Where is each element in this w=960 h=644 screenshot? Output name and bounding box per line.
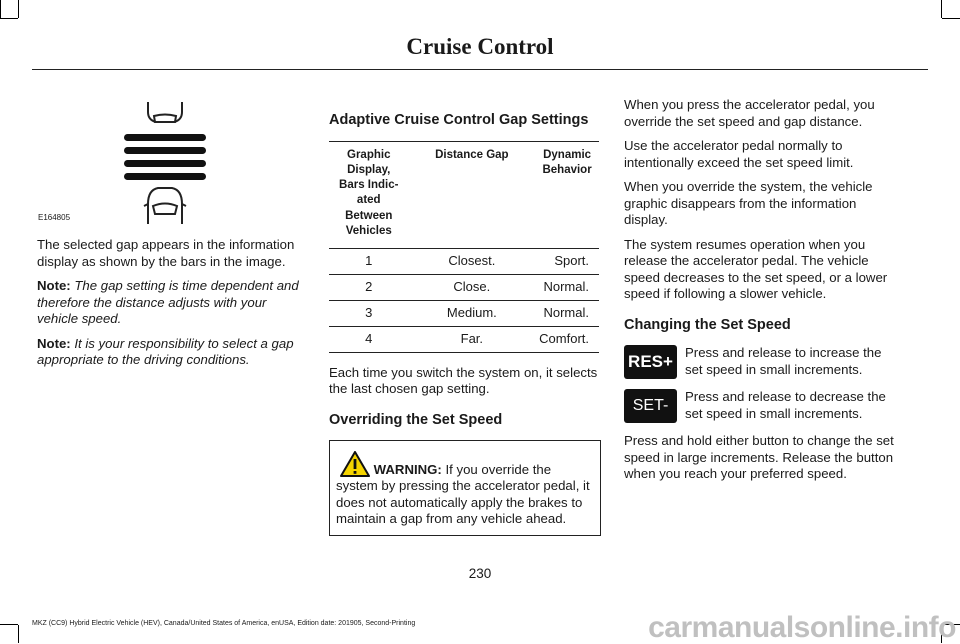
res-plus-description: Press and release to increase the set speed in small increments. [685, 345, 882, 377]
table-cell: Normal. [535, 300, 599, 326]
warning-label: WARNING: [373, 462, 442, 477]
warning-icon [340, 451, 370, 477]
warning-box [329, 440, 601, 536]
table-title: Adaptive Cruise Control Gap Settings [329, 112, 589, 128]
press-hold-paragraph: Press and hold either button to change the set speed in large increments. Release the button when you reach your preferred speed. [624, 433, 894, 481]
table-header-row [329, 141, 599, 248]
table-cell: Sport. [535, 248, 599, 274]
figure-code: E164805 [38, 213, 71, 222]
crop-mark [941, 0, 942, 18]
set-minus-description: Press and release to decrease the set speed in small increments. [685, 389, 886, 421]
last-gap-paragraph: Each time you switch the system on, it selects the last chosen gap setting. [329, 364, 598, 396]
left-column [37, 237, 307, 377]
column-header: Dynamic Behavior [542, 148, 592, 176]
column-header: Graphic Display, Bars Indic-ated Between Vehicles [339, 148, 399, 237]
crop-mark [18, 0, 19, 18]
crop-mark [0, 18, 18, 19]
change-speed-title: Changing the Set Speed [624, 316, 791, 333]
page-number: 230 [468, 566, 492, 581]
right-column [624, 97, 896, 491]
note-text: The gap setting is time dependent and therefore the distance adjusts with your vehicle speed. [37, 278, 299, 326]
note-responsibility [37, 336, 307, 369]
note-time-dependent [37, 278, 307, 328]
own-vehicle-icon [144, 188, 186, 224]
note-label: Note: [37, 278, 71, 293]
gap-bar [124, 160, 206, 167]
table-cell: 1 [329, 248, 409, 274]
gap-bar [124, 173, 206, 180]
set-minus-button-icon: SET- [624, 389, 677, 423]
page-title: Cruise Control [406, 34, 554, 59]
gap-bar [124, 134, 206, 141]
set-minus-row [624, 389, 896, 423]
exceed-paragraph: Use the accelerator pedal normally to intentionally exceed the set speed limit. [624, 138, 854, 170]
gap-settings-table [329, 141, 599, 353]
table-cell: Far. [409, 326, 536, 352]
note-text: It is your responsibility to select a gap appropriate to the driving conditions. [37, 335, 294, 367]
table-cell: Closest. [409, 248, 536, 274]
gap-illustration [120, 100, 210, 228]
note-label: Note: [37, 335, 71, 351]
table-cell: 4 [329, 326, 409, 352]
res-plus-button-icon: RES+ [624, 345, 677, 379]
table-row [329, 300, 599, 326]
gap-bar [124, 147, 206, 154]
table-cell: Medium. [409, 300, 536, 326]
table-row [329, 248, 599, 274]
override-section-title: Overriding the Set Speed [329, 411, 503, 428]
crop-mark [942, 18, 960, 19]
header-divider [32, 69, 928, 70]
gap-display-paragraph: The selected gap appears in the information display as shown by the bars in the image. [37, 237, 295, 269]
table-row [329, 326, 599, 352]
res-plus-row [624, 345, 896, 379]
middle-column [329, 112, 601, 536]
resume-paragraph: The system resumes operation when you release the accelerator pedal. The vehicle speed decreases to the set speed, or a lower speed if following a slower vehicle. [624, 236, 888, 301]
graphic-disappears-paragraph: When you override the system, the vehicle graphic disappears from the information display. [624, 179, 873, 227]
footer-edition: MKZ (CC9) Hybrid Electric Vehicle (HEV), Canada/United States of America, enUSA, Edition date: 201905, Second-Printing [32, 620, 416, 627]
table-cell: 2 [329, 274, 409, 300]
override-paragraph: When you press the accelerator pedal, you override the set speed and gap distance. [624, 97, 875, 129]
table-cell: Normal. [535, 274, 599, 300]
warning-text: If you override the system by pressing the accelerator pedal, it does not automatically apply the brakes to maintain a gap from any vehicle ahead. [336, 462, 590, 526]
table-row [329, 274, 599, 300]
crop-mark [0, 0, 1, 18]
watermark: carmanualsonline.info [648, 611, 956, 644]
lead-vehicle-icon [148, 102, 182, 122]
table-cell: Comfort. [535, 326, 599, 352]
table-cell: 3 [329, 300, 409, 326]
table-cell: Close. [409, 274, 536, 300]
column-header: Distance Gap [435, 148, 509, 161]
